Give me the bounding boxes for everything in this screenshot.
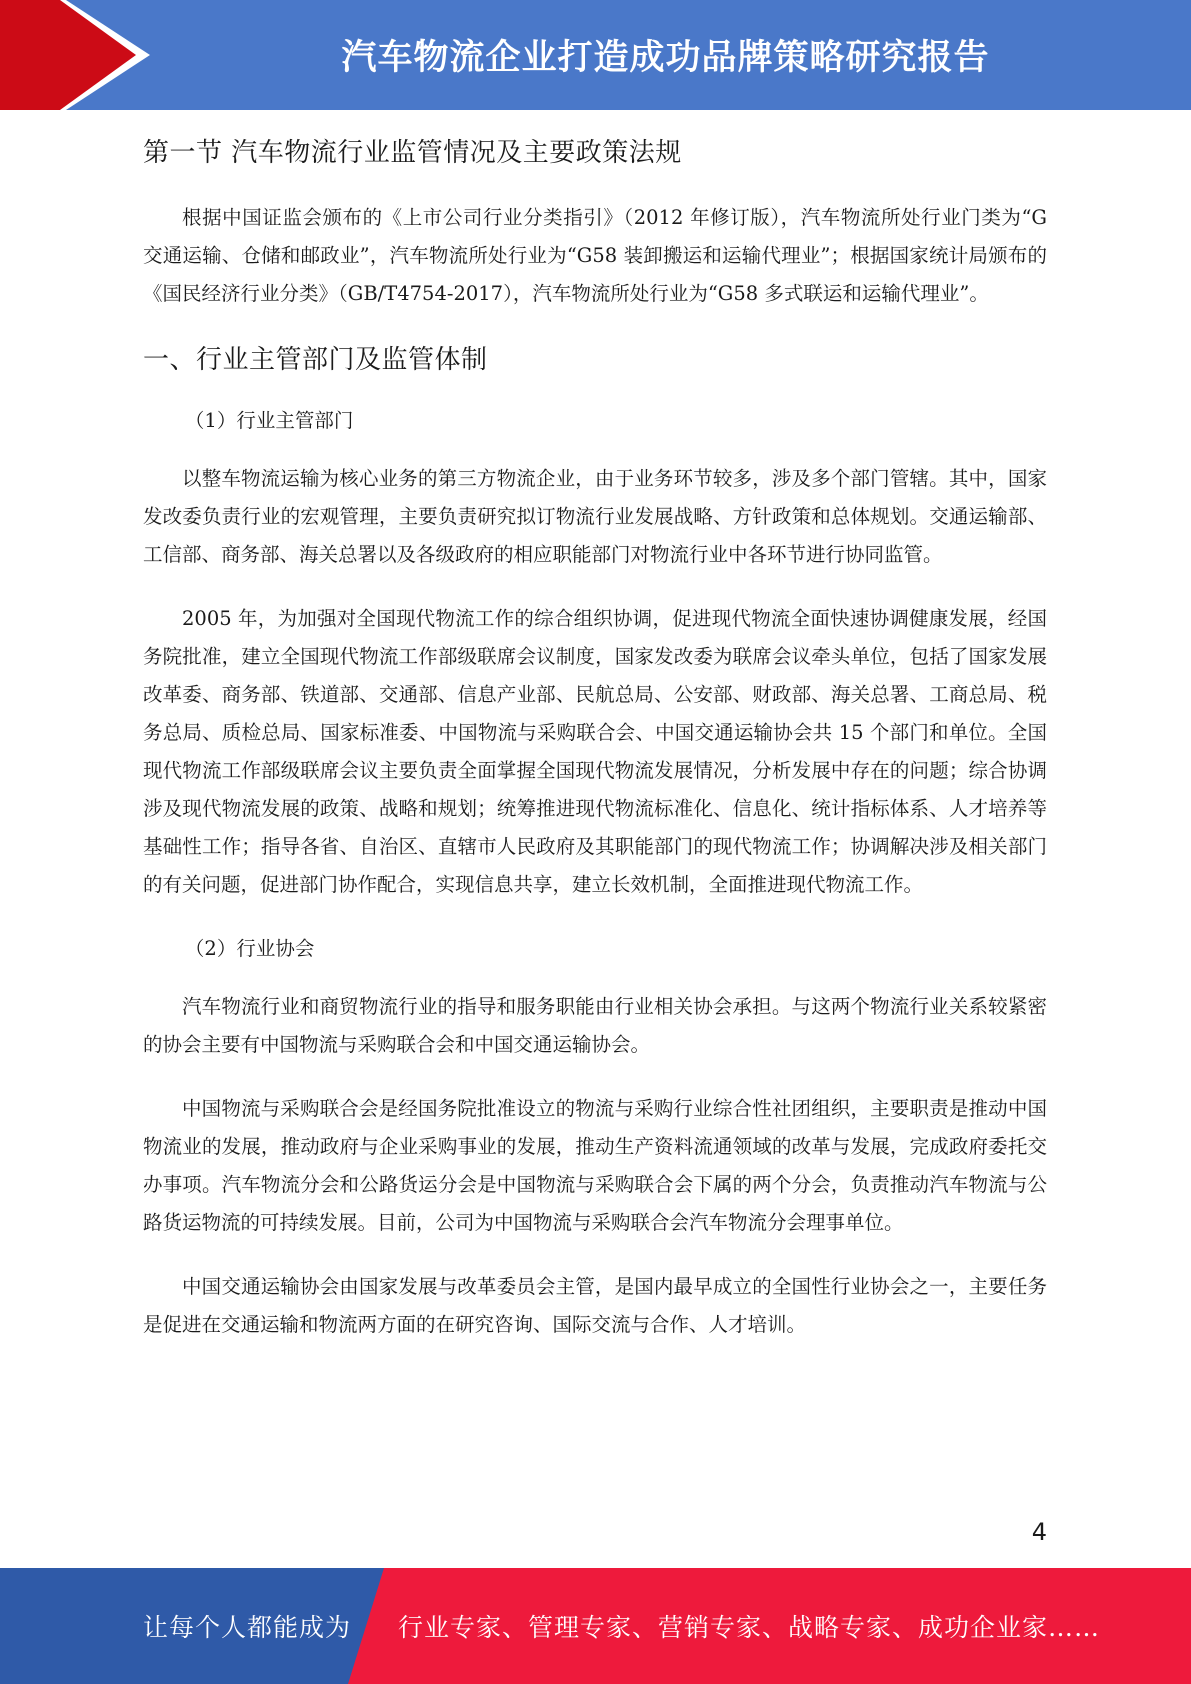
- body-paragraph: 2005 年，为加强对全国现代物流工作的综合组织协调，促进现代物流全面快速协调健康发展，经国务院批准，建立全国现代物流工作部级联席会议制度，国家发改委为联席会议牵头单位，包括了国家发展改革委、商务部、铁道部、交通部、信息产业部、民航总局、公安部、财政部、海关总署、工商总局、税务总局、质检总局、国家标准委、中国物流与采购联合会、中国交通运输协会共 15 个部门和单位。全国现代物流工作部级联席会议主要负责全面掌握全国现代物流发展情况，分析发展中存在的问题；综合协调涉及现代物流发展的政策、战略和规划；统筹推进现代物流标准化、信息化、统计指标体系、人才培养等基础性工作；指导各省、自治区、直辖市人民政府及其职能部门的现代物流工作；协调解决涉及相关部门的有关问题，促进部门协作配合，实现信息共享，建立长效机制，全面推进现代物流工作。: [143, 607, 1047, 896]
- intro-paragraph: 根据中国证监会颁布的《上市公司行业分类指引》（2012 年修订版），汽车物流所处行业门类为“G 交通运输、仓储和邮政业”，汽车物流所处行业为“G58 装卸搬运和运输代理业”；根据国家统计局颁布的《国民经济行业分类》（GB/T4754-2017），汽车物流所处行业为“G58 多式联运和运输代理业”。: [143, 206, 1047, 305]
- body-paragraph: 中国物流与采购联合会是经国务院批准设立的物流与采购行业综合性社团组织，主要职责是推动中国物流业的发展，推动政府与企业采购事业的发展，推动生产资料流通领域的改革与发展，完成政府委托交办事项。汽车物流分会和公路货运分会是中国物流与采购联合会下属的两个分会，负责推动汽车物流与公路货运物流的可持续发展。目前，公司为中国物流与采购联合会汽车物流分会理事单位。: [143, 1097, 1047, 1234]
- body-paragraph: 汽车物流行业和商贸物流行业的指导和服务职能由行业相关协会承担。与这两个物流行业关系较紧密的协会主要有中国物流与采购联合会和中国交通运输协会。: [143, 995, 1047, 1056]
- header-banner: [0, 0, 1191, 110]
- footer-slogan-right: 行业专家、管理专家、营销专家、战略专家、成功企业家……: [398, 1613, 1101, 1642]
- body-paragraph: 以整车物流运输为核心业务的第三方物流企业，由于业务环节较多，涉及多个部门管辖。其中，国家发改委负责行业的宏观管理，主要负责研究拟订物流行业发展战略、方针政策和总体规划。交通运输部、工信部、商务部、海关总署以及各级政府的相应职能部门对物流行业中各环节进行协同监管。: [143, 467, 1047, 566]
- section-title: 第一节 汽车物流行业监管情况及主要政策法规: [143, 138, 682, 168]
- footer-slogan-left: 让每个人都能成为: [143, 1613, 352, 1642]
- page-number: 4: [1031, 1518, 1047, 1546]
- body-paragraph: 中国交通运输协会由国家发展与改革委员会主管，是国内最早成立的全国性行业协会之一，主要任务是促进在交通运输和物流两方面的在研究咨询、国际交流与合作、人才培训。: [143, 1275, 1047, 1336]
- subsection-title: 一、行业主管部门及监管体制: [143, 345, 488, 375]
- chevron-arrow-icon: [0, 0, 150, 110]
- report-title: 汽车物流企业打造成功品牌策略研究报告: [341, 38, 990, 78]
- page-content: [143, 126, 1047, 1370]
- item-heading-authorities: （1）行业主管部门: [184, 409, 354, 432]
- footer-banner: [0, 1568, 1191, 1684]
- item-heading-associations: （2）行业协会: [184, 937, 315, 960]
